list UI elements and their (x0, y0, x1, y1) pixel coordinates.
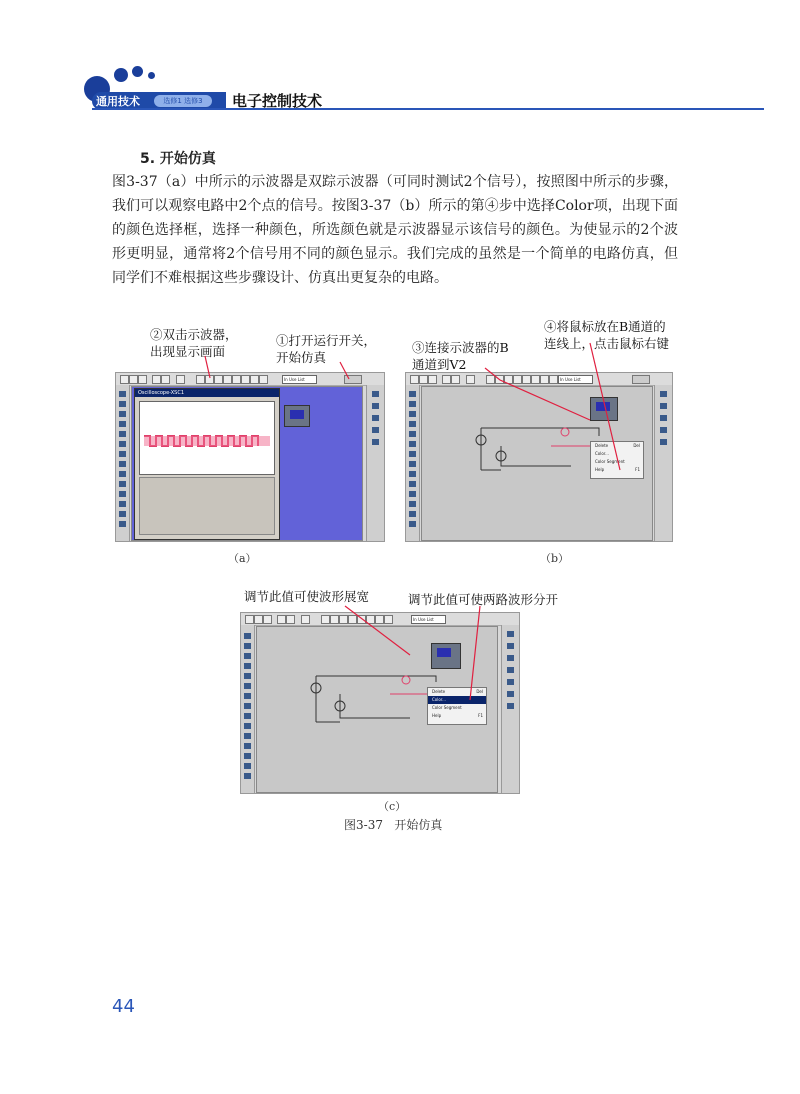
menu-item-help[interactable]: Help F1 (432, 713, 483, 718)
callout-c-left: 调节此值可使波形展宽 (244, 589, 370, 604)
callout-b-step3: ③连接示波器的B 通道到V2 (412, 340, 509, 372)
section-title: 5. 开始仿真 (140, 151, 216, 167)
sub-label-c: （c） (378, 800, 407, 813)
series-name: 通用技术 (96, 95, 140, 108)
component-list-combo[interactable]: In Use List (411, 615, 446, 624)
sub-label-a: （a） (228, 552, 257, 565)
callout-c-right: 调节此值可使两路波形分开 (408, 592, 559, 607)
menu-item-color-segment[interactable]: Color Segment (432, 705, 462, 710)
callout-a-step1: ①打开运行开关， 开始仿真 (276, 333, 377, 365)
callout-b-step4: ④将鼠标放在B通道的 连线上，点击鼠标右键 (544, 319, 670, 351)
menu-item-color[interactable]: Color... (428, 696, 486, 704)
page-number: 44 (112, 996, 135, 1017)
menu-item-color[interactable]: Color... (595, 451, 609, 456)
figure-caption: 图3-37 开始仿真 (344, 818, 443, 832)
section-paragraph: 图3-37（a）中所示的示波器是双踪示波器（可同时测试2个信号），按照图中所示的步骤，我们可以观察电路中2个点的信号。按图3-37（b）所示的第④步中选择Color项，出现下面的颜色选择框，选择一种颜色，所选颜色就是示波器显示该信号的颜色。为使显示的2个波形更明显，通常将2个信号用不同的颜色显示。我们完成的虽然是一个简单的电路仿真，但同学们不难根据这些步骤设计、仿真出更复杂的电路。 (112, 174, 678, 286)
callout-a-step2: ②双击示波器， 出现显示画面 (150, 327, 238, 359)
menu-item-delete[interactable]: Delete Del (595, 443, 640, 448)
sub-label-b: （b） (540, 552, 570, 565)
menu-item-help[interactable]: Help F1 (595, 467, 640, 472)
component-list-combo[interactable]: In Use List (558, 375, 593, 384)
chapter-title: 电子控制技术 (232, 92, 323, 110)
menu-item-color-segment[interactable]: Color Segment (595, 459, 625, 464)
series-pill: 选修1 选修3 (154, 95, 212, 107)
scope-window-title: Oscilloscope-XSC1 (135, 389, 279, 397)
menu-item-delete[interactable]: Delete Del (432, 689, 483, 694)
component-list-combo[interactable]: In Use List (282, 375, 317, 384)
